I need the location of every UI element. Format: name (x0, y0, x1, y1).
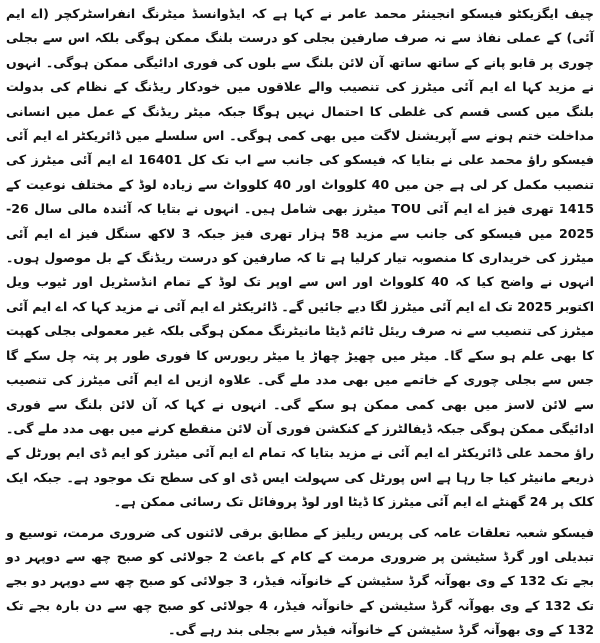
article-paragraph-power-shutdown: فیسکو شعبہ تعلقات عامہ کی پریس ریلیز کے مطابق برقی لائنوں کی ضروری مرمت، توسیع و تبدیلی اور گرڈ سٹیشن پر ضروری مرمت کے کام کے باعث 2 جولائی کو صبح چھ سے دوپہر دو بجے تک 132 کے وی بھوآنہ گرڈ سٹیشن کے خانوآنہ فیڈر، 3 جولائی کو صبح چھ سے دوپہر دو بجے تک 132 کے وی بھوآنہ گرڈ سٹیشن کے خانوآنہ فیڈر، 4 جولائی کو صبح چھ سے دن بارہ بجے تک 132 کے وی بھوآنہ گرڈ سٹیشن کے خانوآنہ فیڈر سے بجلی بند رہے گی۔ (6, 524, 595, 638)
news-article (6, 2, 594, 643)
article-paragraph-ami-meters: چیف ایگزیکٹو فیسکو انجینئر محمد عامر نے کہا ہے کہ ایڈوانسڈ میٹرنگ انفراسٹرکچر (اے ایم آئی) کے عملی نفاذ سے نہ صرف صارفین بجلی کو درست بلنگ ممکن ہوگی بلکہ اس سے بجلی چوری پر قابو پانے کے ساتھ ساتھ آن لائن بلنگ سے بلوں کی فوری ادائیگی ممکن ہوگی۔ انہوں نے مزید کہا اے ایم آئی میٹرز کی تنصیب والے علاقوں میں خودکار ریڈنگ کے نظام کی بدولت بلنگ میں کسی قسم کی غلطی کا احتمال نہیں ہوگا جبکہ میٹر ریڈنگ کے عمل میں انسانی مداخلت ختم ہونے سے آپریشنل لاگت میں بھی کمی ہوگی۔ اس سلسلے میں ڈائریکٹر اے ایم آئی فیسکو راؤ محمد علی نے بتایا کہ فیسکو کی جانب سے اب تک کل 16401 اے ایم آئی میٹرز کی تنصیب مکمل کر لی ہے جن میں 40 کلوواٹ اور 40 کلوواٹ سے زیادہ لوڈ کے مختلف نوعیت کے 1415 تھری فیز اے ایم آئی TOU میٹرز بھی شامل ہیں۔ انہوں نے بتایا کہ آئندہ مالی سال 26-2025 میں فیسکو کی جانب سے مزید 58 ہزار تھری فیز جبکہ 3 لاکھ سنگل فیز اے ایم آئی میٹرز کی خریداری کا منصوبہ تیار کرلیا ہے تا کہ صارفین کو درست ریڈنگ کے بل موصول ہوں۔ انہوں نے واضح کیا کہ 40 کلوواٹ اور اس سے اوپر تک لوڈ کے تمام انڈسٹریل اور ٹیوب ویل اکتوبر 2025 تک اے ایم آئی میٹرز لگا دیے جائیں گے۔ ڈائریکٹر اے ایم آئی نے مزید کہا کہ اے ایم آئی میٹرز کی تنصیب سے نہ صرف ریئل ٹائم ڈیٹا مانیٹرنگ ممکن ہوگی بلکہ غیر معمولی بجلی کھپت کا بھی علم ہو سکے گا۔ میٹر میں چھیڑ چھاڑ یا میٹر ریورس کا فوری طور پر پتہ چل سکے گا جس سے بجلی چوری کے خاتمے میں بھی مدد ملے گی۔ علاوہ ازیں اے ایم آئی میٹرز کی تنصیب سے لائن لاسز میں بھی کمی ممکن ہو سکے گی۔ انہوں نے کہا کہ آن لائن بلنگ سے فوری ادائیگی ممکن ہوگی جبکہ ڈیفالٹرز کے کنکشن فوری آن لائن منقطع کرنے میں بھی مدد ملے گی۔ راؤ محمد علی ڈائریکٹر اے ایم آئی نے مزید بتایا کہ تمام اے ایم آئی میٹرز کو ایم ڈی ایم پورٹل کے ذریعے مانیٹر کیا جا رہا ہے اس پورٹل کی سہولت ایس ڈی او کی سطح تک موجود ہے۔ جبکہ ایک کلک پر 24 گھنٹے اے ایم آئی میٹرز کا ڈیٹا اور لوڈ پروفائل تک رسائی ممکن ہے۔ (6, 6, 595, 510)
